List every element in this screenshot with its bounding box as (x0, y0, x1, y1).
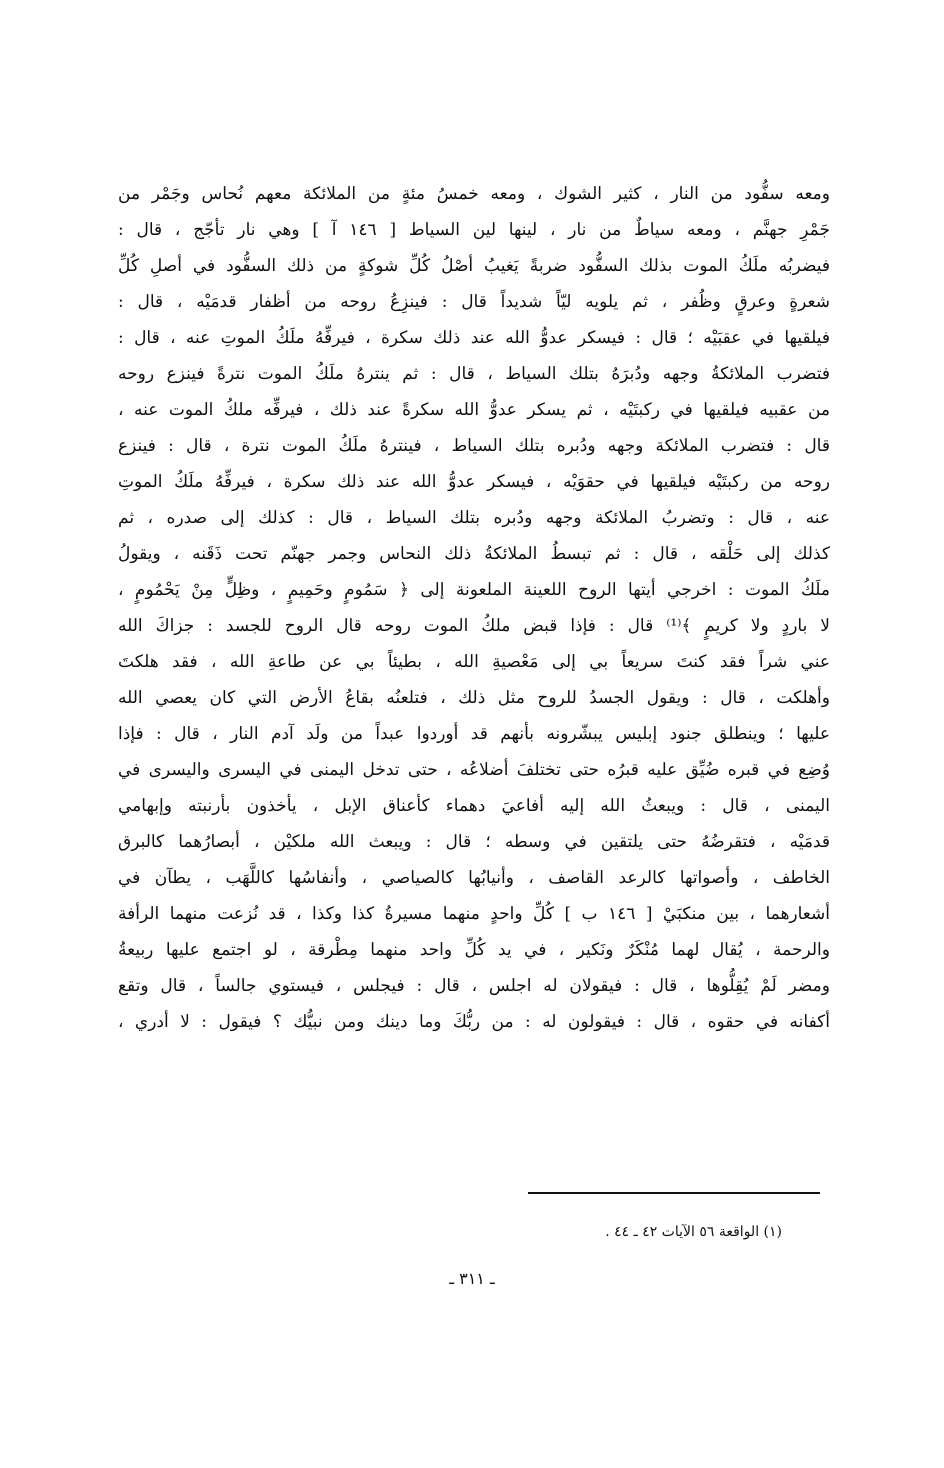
text-line: فيلقيها في عقبَيْه ؛ قال : فيسكر عدوُّ الله عند ذلك سكرة ، فيرفِّهُ ملَكُ الموتِ عنه ، قال : (118, 328, 830, 348)
text-line: اليمنى ، قال : ويبعثُ الله إليه أفاعيَ دهماء كأعناق الإبل ، يأخذون بأرنبته وإبهامي (118, 796, 830, 816)
text-line: أكفانه في حقوه ، قال : فيقولون له : من ربُّكَ وما دينك ومن نبيُّك ؟ فيقول : لا أدري ، (118, 1012, 830, 1032)
text-line: عنه ، قال : وتضربُ الملائكة وجهه ودُبره بتلك السياط ، قال : كذلك إلى صدره ، ثم (118, 508, 830, 528)
text-line: كذلك إلى حَلْقه ، قال : ثم تبسطُ الملائكةُ ذلك النحاس وجمر جهنّم تحت ذَقَنه ، ويقولُ (118, 544, 830, 564)
text-line: أشعارهما ، بين منكبَيْ [ ١٤٦ ب ] كُلِّ واحدٍ منهما مسيرةُ كذا وكذا ، قد نُزعت منهما الرأفة (118, 904, 830, 924)
text-line: الخاطف ، وأصواتها كالرعد القاصف ، وأنيابُها كالصياصي ، وأنفاسُها كاللَّهَب ، يطآن في (118, 868, 830, 888)
text-line: عليها ؛ وينطلق جنود إبليس يبشّرونه بأنهم قد أوردوا عبداً من ولَد آدم النار ، قال : فإذا (118, 724, 830, 744)
text-line: ملَكُ الموت : اخرجي أيتها الروح اللعينة الملعونة إلى ﴿ سَمُومٍ وحَمِيمٍ ، وظِلٍّ مِنْ يَحْمُومٍ ، (118, 580, 830, 600)
text-line: جَمْرِ جهنَّم ، ومعه سياطٌ من نار ، لينها لين السياط [ ١٤٦ آ ] وهي نار تأجّج ، قال : (118, 220, 830, 240)
text-line: والرحمة ، يُقال لهما مُنْكَرٌ ونَكير ، في يد كُلِّ واحد منهما مِطْرقة ، لو اجتمع عليها ربيعةُ (118, 940, 830, 960)
text-line: قدمَيْه ، فتقرضُهُ حتى يلتقين في وسطه ؛ قال : ويبعث الله ملكيْن ، أبصارُهما كالبرق (118, 832, 830, 852)
text-line: من عقبيه فيلقيها في ركبتَيْه ، ثم يسكر عدوُّ الله سكرةً عند ذلك ، فيرفِّه ملكُ الموت عنه ، (118, 400, 830, 420)
footnote-divider (528, 1192, 820, 1194)
text-line: روحه من ركبتَيْه فيلقيها في حقوَيْه ، فيسكر عدوُّ الله عند ذلك سكرة ، فيرفِّهُ ملَكُ الموتِ (118, 472, 830, 492)
text-line: وُضِع في قبره ضُيِّق عليه قبرُه حتى تختلفَ أضلاعُه ، حتى تدخل اليمنى في اليسرى واليسرى في (118, 760, 830, 780)
text-line: وأهلكت ، قال : ويقول الجسدُ للروح مثل ذلك ، فتلعنُه بقاعُ الأرض التي كان يعصي الله (118, 688, 830, 708)
text-line: قال : فتضرب الملائكة وجهه ودُبره بتلك السياط ، فينترهُ ملَكُ الموت نترة ، قال : فينزع (118, 436, 830, 456)
text-line: ومضر لَمْ يُقِلُّوها ، قال : فيقولان له اجلس ، قال : فيجلس ، فيستوي جالساً ، قال وتقع (118, 976, 830, 996)
text-line: شعرةٍ وعرقٍ وظُفر ، ثم يلويه ليّاً شديداً قال : فينزِعُ روحه من أظفار قدمَيْه ، قال : (118, 292, 830, 312)
page-number: ـ ٣١١ ـ (449, 1269, 495, 1288)
text-line: ومعه سفُّود من النار ، كثير الشوك ، ومعه خمسُ مئةٍ من الملائكة معهم نُحاس وجَمْر من (118, 184, 830, 204)
body-text (118, 176, 830, 1040)
text-line: عني شراً فقد كنتَ سريعاً بي إلى مَعْصيةِ الله ، بطيئاً بي عن طاعةِ الله ، فقد هلكتَ (118, 652, 830, 672)
text-line: لا باردٍ ولا كريمٍ ﴾⁽¹⁾ قال : فإذا قبض ملكُ الموت روحه قال الروح للجسد : جزاكَ الله (118, 616, 830, 636)
footnote: (١) الواقعة ٥٦ الآيات ٤٢ ـ ٤٤ . (605, 1224, 782, 1240)
text-line: فيضربُه ملَكُ الموت بذلك السفُّود ضربةً يَغيبُ أصْلُ كُلِّ شوكةٍ من ذلك السفُّود في أصلِ كُلِّ (118, 256, 830, 276)
text-line: فتضرب الملائكةُ وجهه ودُبرَهُ بتلك السياط ، قال : ثم ينترهُ ملَكُ الموت نترةً فينزع روحه (118, 364, 830, 384)
